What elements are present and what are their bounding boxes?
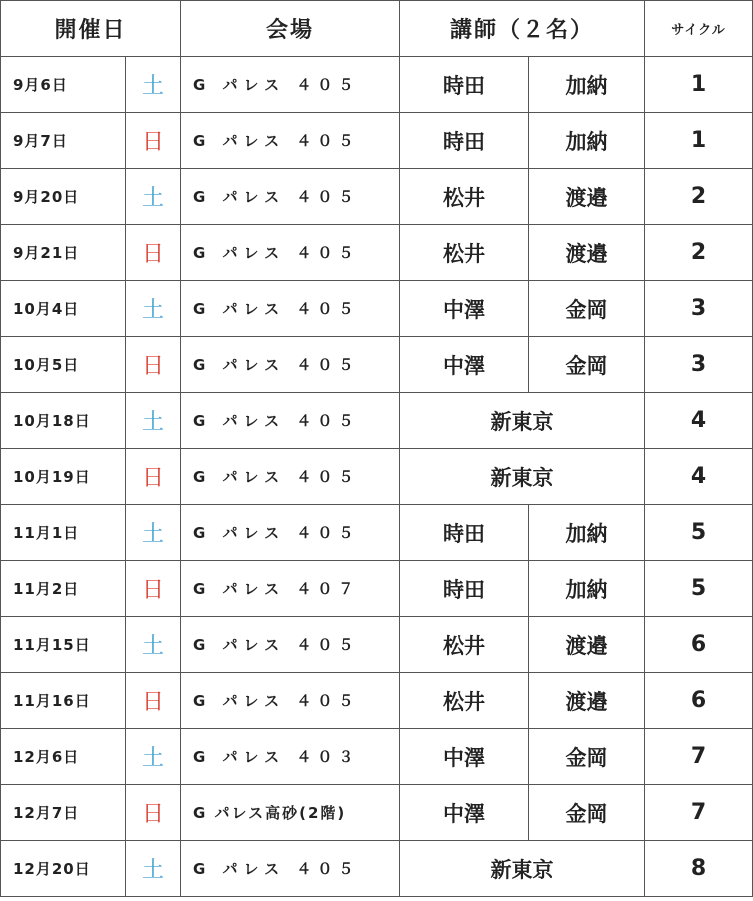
weekday-cell: 土 [126, 505, 181, 561]
date-cell: 10月18日 [1, 393, 126, 449]
instructor-1-cell: 時田 [400, 561, 529, 617]
cycle-cell: 5 [645, 505, 753, 561]
schedule-row [1, 505, 753, 561]
venue-cell: G パレス ４０５ [181, 225, 400, 281]
instructor-1-cell: 中澤 [400, 281, 529, 337]
instructor-1-cell: 松井 [400, 225, 529, 281]
date-cell: 12月6日 [1, 729, 126, 785]
instructor-1-cell: 中澤 [400, 337, 529, 393]
cycle-cell: 6 [645, 673, 753, 729]
cycle-cell: 4 [645, 393, 753, 449]
header-venue: 会場 [181, 1, 400, 57]
instructor-2-cell: 渡邉 [529, 673, 645, 729]
weekday-cell: 日 [126, 225, 181, 281]
venue-cell: G パレス ４０７ [181, 561, 400, 617]
instructor-1-cell: 松井 [400, 169, 529, 225]
cycle-cell: 2 [645, 225, 753, 281]
date-cell: 10月4日 [1, 281, 126, 337]
instructor-joint-cell: 新東京 [400, 449, 645, 505]
instructor-2-cell: 加納 [529, 57, 645, 113]
venue-cell: G パレス ４０５ [181, 841, 400, 897]
schedule-row [1, 225, 753, 281]
instructor-2-cell: 渡邉 [529, 225, 645, 281]
venue-cell: G パレス ４０５ [181, 113, 400, 169]
header-instructors: 講師（２名） [400, 1, 645, 57]
cycle-cell: 7 [645, 785, 753, 841]
schedule-row [1, 337, 753, 393]
instructor-1-cell: 時田 [400, 113, 529, 169]
cycle-cell: 3 [645, 281, 753, 337]
instructor-1-cell: 中澤 [400, 729, 529, 785]
weekday-cell: 土 [126, 729, 181, 785]
venue-cell: G パレス ４０５ [181, 337, 400, 393]
schedule-row [1, 113, 753, 169]
instructor-2-cell: 金岡 [529, 729, 645, 785]
instructor-2-cell: 金岡 [529, 281, 645, 337]
weekday-cell: 日 [126, 337, 181, 393]
instructor-joint-cell: 新東京 [400, 393, 645, 449]
instructor-2-cell: 渡邉 [529, 617, 645, 673]
date-cell: 9月6日 [1, 57, 126, 113]
weekday-cell: 日 [126, 673, 181, 729]
instructor-joint-cell: 新東京 [400, 841, 645, 897]
date-cell: 11月2日 [1, 561, 126, 617]
schedule-row [1, 673, 753, 729]
venue-cell: G パレス高砂(2階) [181, 785, 400, 841]
cycle-cell: 1 [645, 113, 753, 169]
schedule-row [1, 729, 753, 785]
venue-cell: G パレス ４０５ [181, 673, 400, 729]
weekday-cell: 日 [126, 113, 181, 169]
instructor-2-cell: 金岡 [529, 337, 645, 393]
date-cell: 9月20日 [1, 169, 126, 225]
cycle-cell: 8 [645, 841, 753, 897]
schedule-row [1, 617, 753, 673]
header-row [1, 1, 753, 57]
date-cell: 10月5日 [1, 337, 126, 393]
weekday-cell: 土 [126, 617, 181, 673]
date-cell: 12月7日 [1, 785, 126, 841]
schedule-row [1, 841, 753, 897]
cycle-cell: 4 [645, 449, 753, 505]
instructor-2-cell: 金岡 [529, 785, 645, 841]
venue-cell: G パレス ４０５ [181, 57, 400, 113]
weekday-cell: 日 [126, 449, 181, 505]
date-cell: 11月16日 [1, 673, 126, 729]
instructor-1-cell: 中澤 [400, 785, 529, 841]
date-cell: 10月19日 [1, 449, 126, 505]
weekday-cell: 土 [126, 57, 181, 113]
header-cycle: サイクル [645, 1, 753, 57]
weekday-cell: 土 [126, 281, 181, 337]
cycle-cell: 2 [645, 169, 753, 225]
schedule-row [1, 449, 753, 505]
weekday-cell: 土 [126, 393, 181, 449]
venue-cell: G パレス ４０５ [181, 393, 400, 449]
venue-cell: G パレス ４０５ [181, 617, 400, 673]
schedule-row [1, 393, 753, 449]
instructor-1-cell: 時田 [400, 57, 529, 113]
date-cell: 9月7日 [1, 113, 126, 169]
date-cell: 9月21日 [1, 225, 126, 281]
instructor-1-cell: 時田 [400, 505, 529, 561]
instructor-1-cell: 松井 [400, 617, 529, 673]
date-cell: 11月15日 [1, 617, 126, 673]
venue-cell: G パレス ４０５ [181, 281, 400, 337]
cycle-cell: 3 [645, 337, 753, 393]
weekday-cell: 土 [126, 169, 181, 225]
venue-cell: G パレス ４０５ [181, 449, 400, 505]
cycle-cell: 7 [645, 729, 753, 785]
instructor-2-cell: 渡邉 [529, 169, 645, 225]
date-cell: 11月1日 [1, 505, 126, 561]
cycle-cell: 5 [645, 561, 753, 617]
instructor-1-cell: 松井 [400, 673, 529, 729]
schedule-row [1, 561, 753, 617]
cycle-cell: 6 [645, 617, 753, 673]
schedule-row [1, 785, 753, 841]
weekday-cell: 日 [126, 561, 181, 617]
instructor-2-cell: 加納 [529, 113, 645, 169]
venue-cell: G パレス ４０３ [181, 729, 400, 785]
cycle-cell: 1 [645, 57, 753, 113]
schedule-body [1, 57, 753, 897]
venue-cell: G パレス ４０５ [181, 505, 400, 561]
weekday-cell: 土 [126, 841, 181, 897]
schedule-row [1, 281, 753, 337]
instructor-2-cell: 加納 [529, 561, 645, 617]
header-date: 開催日 [1, 1, 181, 57]
date-cell: 12月20日 [1, 841, 126, 897]
instructor-2-cell: 加納 [529, 505, 645, 561]
weekday-cell: 日 [126, 785, 181, 841]
venue-cell: G パレス ４０５ [181, 169, 400, 225]
schedule-row [1, 57, 753, 113]
schedule-row [1, 169, 753, 225]
